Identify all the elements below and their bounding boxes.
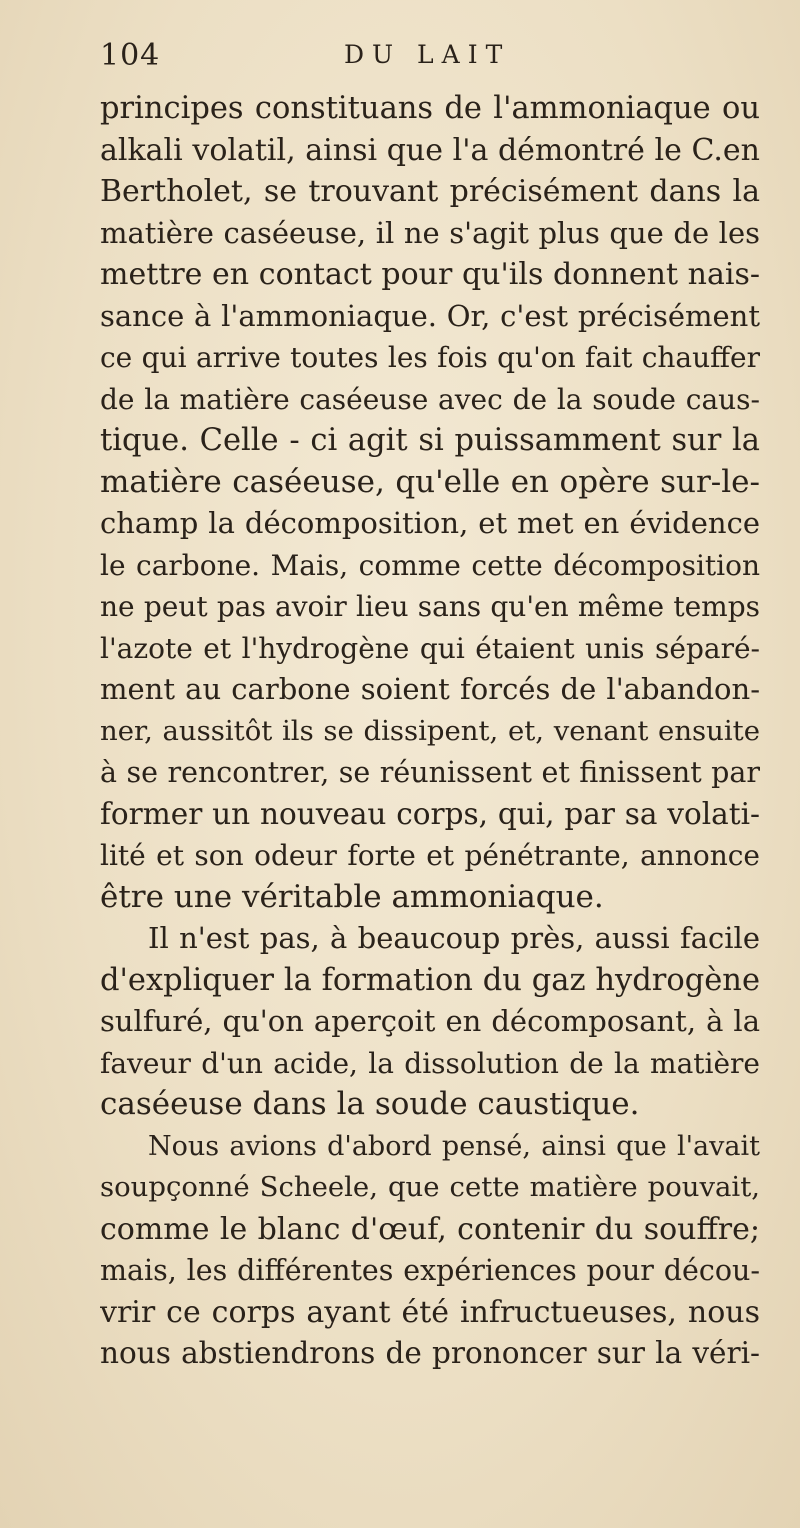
text-line: nous abstiendrons de prononcer sur la véri- xyxy=(100,1336,760,1370)
text-line: être une véritable ammoniaque. xyxy=(100,878,604,915)
text-line: l'azote et l'hydrogène qui étaient unis séparé- xyxy=(100,631,760,665)
page-number: 104 xyxy=(100,38,161,73)
text-line: former un nouveau corps, qui, par sa volati- xyxy=(100,796,760,831)
text-line: ner, aussitôt ils se dissipent, et, venant ensuite xyxy=(100,714,760,747)
text-line: ce qui arrive toutes les fois qu'on fait chauffer xyxy=(100,341,760,374)
text-line: principes constituans de l'ammoniaque ou xyxy=(100,91,760,126)
page-header xyxy=(100,38,760,78)
text-line: comme le blanc d'œuf, contenir du souffre; xyxy=(100,1211,760,1247)
text-line: vrir ce corps ayant été infructueuses, nous xyxy=(100,1294,760,1330)
text-line: sulfuré, qu'on aperçoit en décomposant, à la xyxy=(100,1004,760,1038)
text-line: ne peut pas avoir lieu sans qu'en même temps xyxy=(100,590,760,623)
text-line: matière caséeuse, qu'elle en opère sur-le- xyxy=(100,463,760,500)
text-line: Nous avions d'abord pensé, ainsi que l'avait xyxy=(148,1130,760,1162)
text-line: caséeuse dans la soude caustique. xyxy=(100,1086,640,1122)
text-line: mais, les différentes expériences pour décou- xyxy=(100,1254,760,1287)
text-line: mettre en contact pour qu'ils donnent nais- xyxy=(100,257,760,292)
running-head: DU LAIT xyxy=(344,40,511,69)
text-line: d'expliquer la formation du gaz hydrogène xyxy=(100,962,760,998)
text-line: alkali volatil, ainsi que l'a démontré le C.en xyxy=(100,132,760,168)
text-line: faveur d'un acide, la dissolution de la matière xyxy=(100,1046,760,1080)
body-text xyxy=(100,88,760,1375)
text-line: de la matière caséeuse avec de la soude caus- xyxy=(100,382,760,416)
text-line: le carbone. Mais, comme cette décomposition xyxy=(100,548,760,582)
text-line: Il n'est pas, à beaucoup près, aussi facile xyxy=(148,921,760,955)
text-line: champ la décomposition, et met en évidence xyxy=(100,506,760,540)
text-line: sance à l'ammoniaque. Or, c'est précisément xyxy=(100,298,760,333)
text-line: matière caséeuse, il ne s'agit plus que de les xyxy=(100,215,760,250)
text-line: ment au carbone soient forcés de l'abandon- xyxy=(100,672,760,706)
text-line: tique. Celle - ci agit si puissamment sur la xyxy=(100,423,760,458)
text-line: lité et son odeur forte et pénétrante, annonce xyxy=(100,839,760,872)
text-line: à se rencontrer, se réunissent et finissent par xyxy=(100,756,760,789)
text-line: soupçonné Scheele, que cette matière pouvait, xyxy=(100,1171,760,1203)
text-line: Bertholet, se trouvant précisément dans la xyxy=(100,174,760,209)
